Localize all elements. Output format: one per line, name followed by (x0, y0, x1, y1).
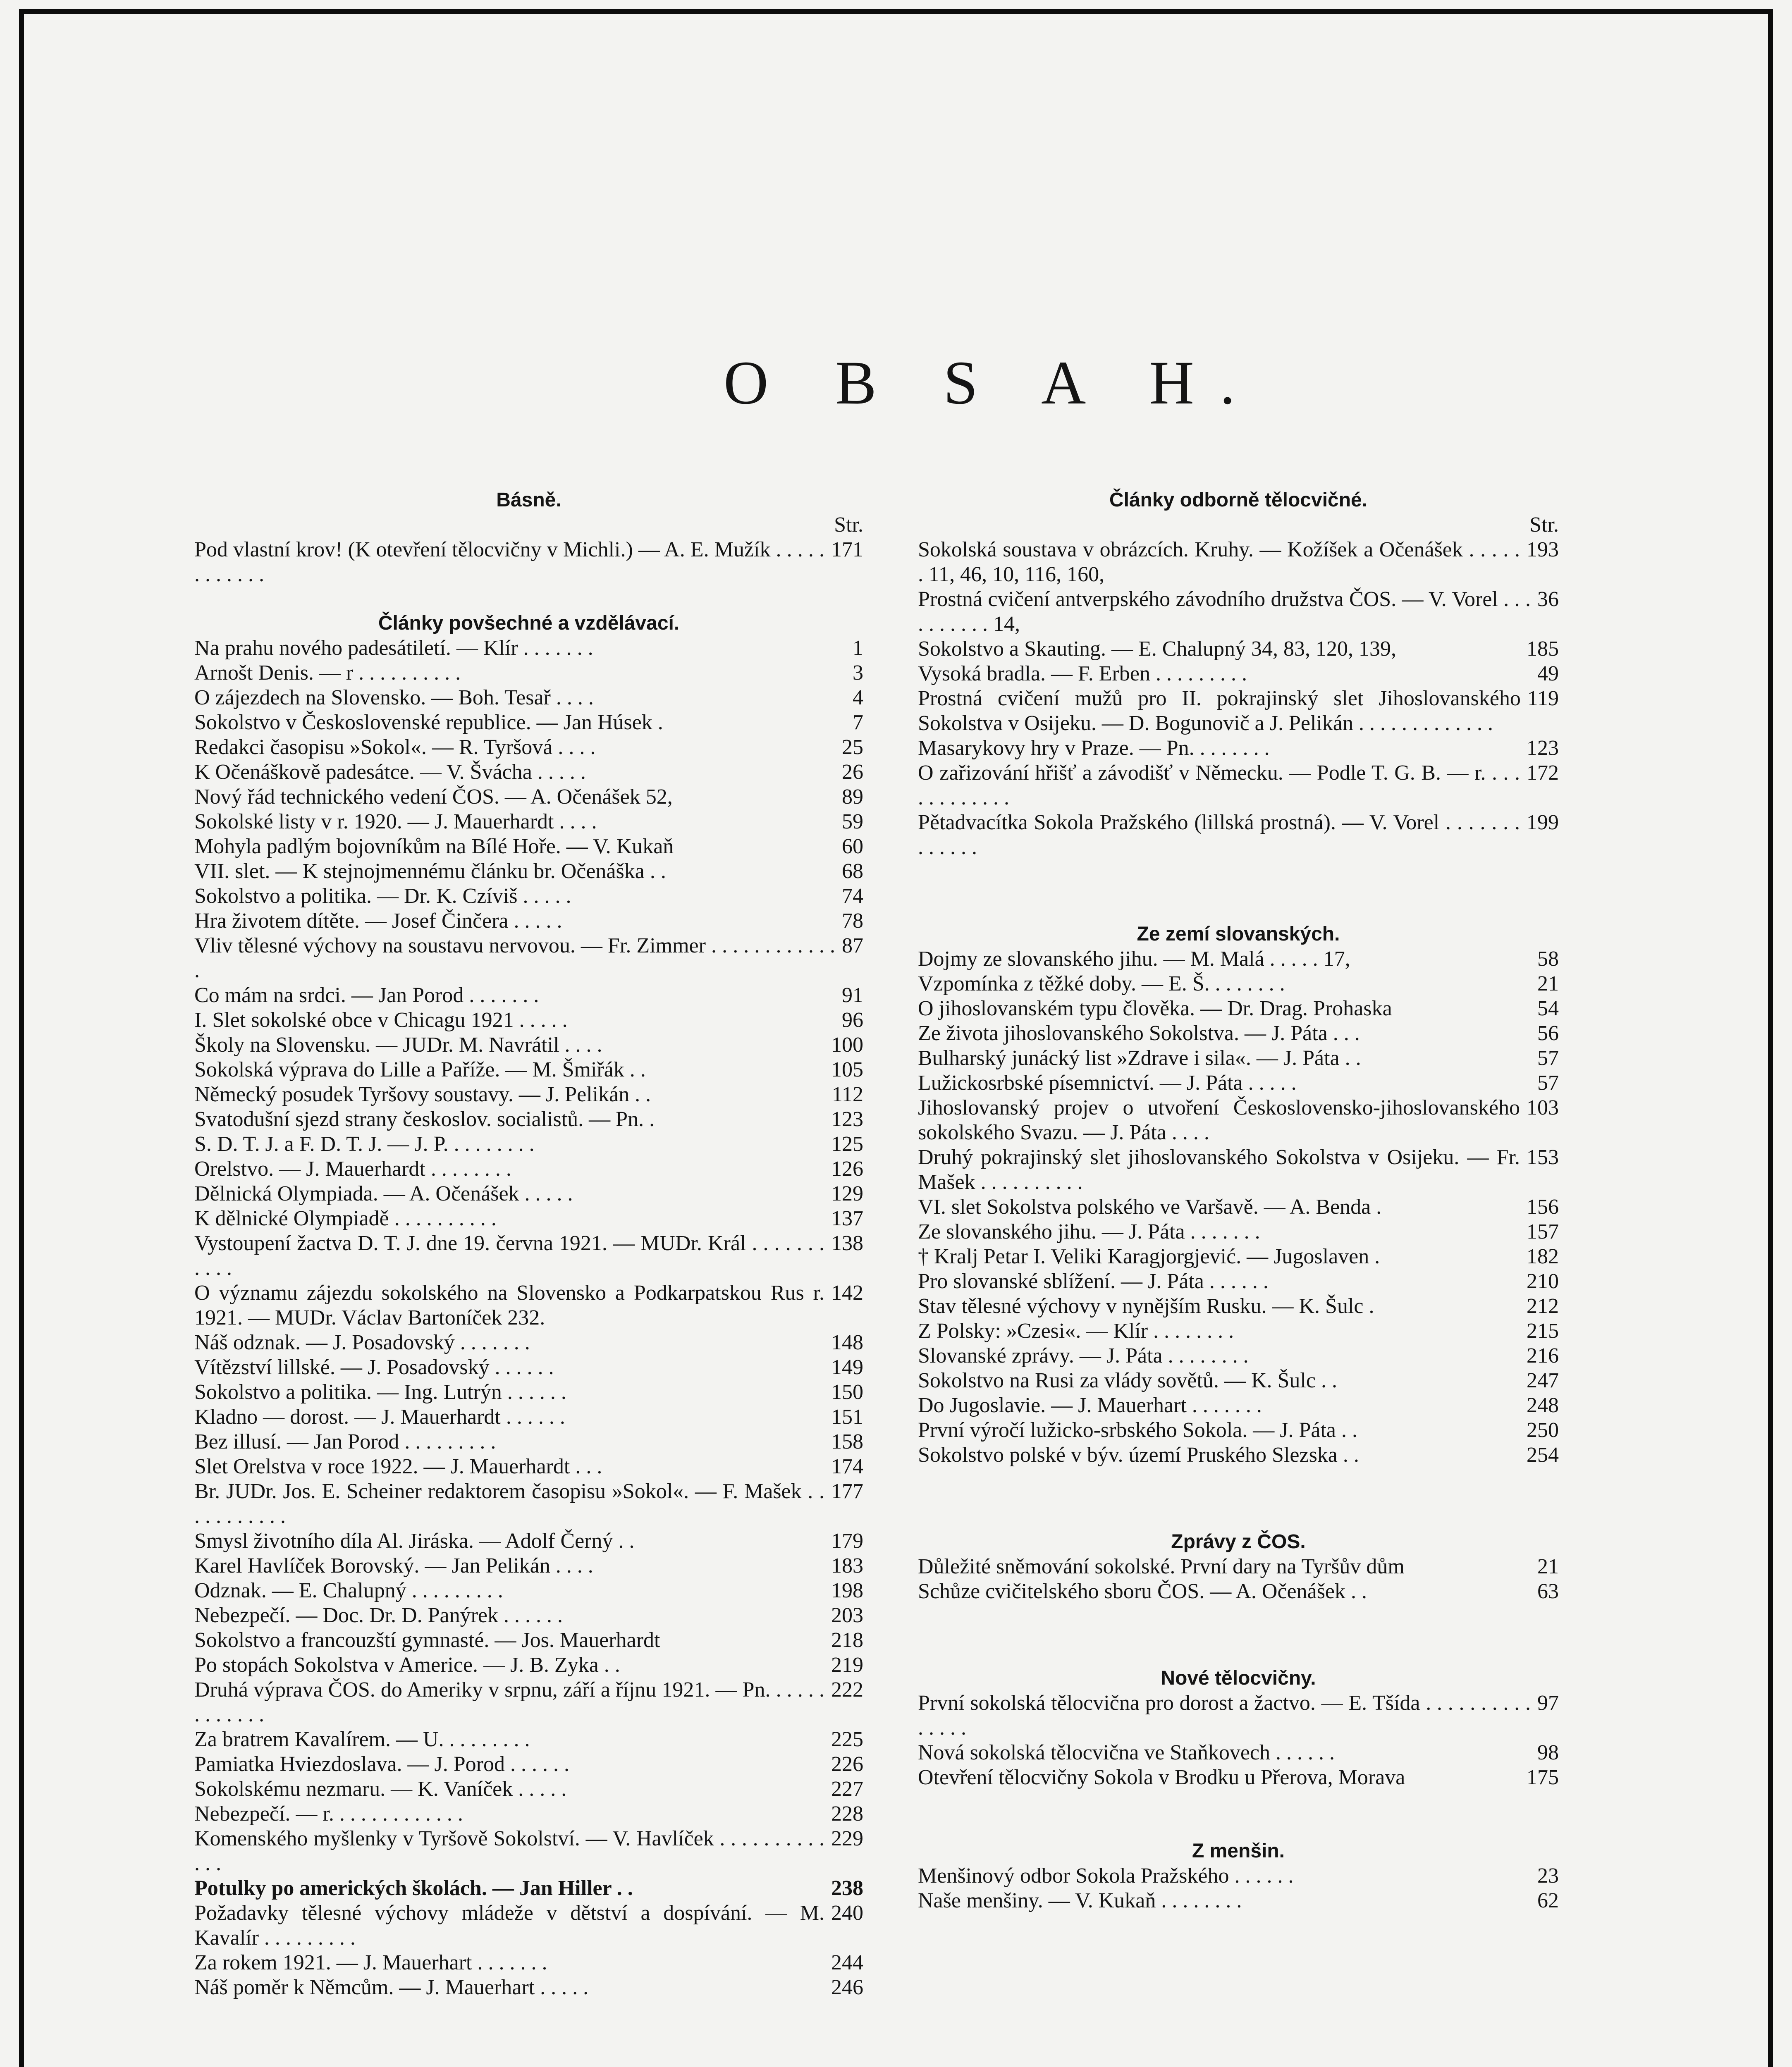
entry-page-number: 183 (831, 1554, 863, 1578)
entry-title: Sokolskému nezmaru. — K. Vaníček . . . . . (194, 1777, 567, 1801)
section-heading: Ze zemí slovanských. (1137, 923, 1340, 945)
entry-page-number: 54 (1537, 997, 1559, 1020)
entry-page-number: 172 (1527, 761, 1559, 785)
entry-page-number: 123 (1527, 736, 1559, 760)
entry-title: První výročí lužicko-srbského Sokola. — J. Páta . . (918, 1418, 1357, 1442)
entry-page-number: 138 (831, 1232, 863, 1255)
entry-title: Sokolská výprava do Lille a Paříže. — M. Šmiřák . . (194, 1058, 646, 1081)
entry-title: Naše menšiny. — V. Kukaň . . . . . . . . (918, 1889, 1242, 1912)
entry-page-number: 91 (842, 983, 863, 1007)
entry-title: Ze slovanského jihu. — J. Páta . . . . . . . (918, 1220, 1260, 1244)
toc-entry (918, 1888, 1559, 1913)
entry-title: Sokolská soustava v obrázcích. Kruhy. — Kožíšek a Očenášek . . . . . . 11, 46, 10, 116, 160, (918, 538, 1520, 586)
entry-page-number: 229 (831, 1827, 863, 1850)
section-heading: Články povšechné a vzdělávací. (378, 612, 680, 634)
entry-page-number: 240 (831, 1901, 863, 1925)
toc-entry (918, 587, 1559, 637)
toc-entry (194, 1777, 863, 1802)
entry-page-number: 219 (831, 1653, 863, 1677)
toc-entry (194, 1876, 863, 1901)
entry-page-number: 112 (831, 1083, 863, 1106)
entry-page-number: 246 (831, 1976, 863, 1999)
entry-title: Otevření tělocvičny Sokola v Brodku u Přerova, Morava (918, 1766, 1405, 1789)
entry-title: Pamiatka Hviezdoslava. — J. Porod . . . . . . (194, 1752, 569, 1776)
toc-entry (194, 760, 863, 785)
entry-title: O zařizování hřišť a závodišť v Německu. — Podle T. G. B. — r. . . . . . . . . . . . . (918, 761, 1520, 809)
section-heading: Z menšin. (1192, 1840, 1285, 1862)
toc-entry (194, 859, 863, 884)
section-heading: Zprávy z ČOS. (1171, 1531, 1306, 1553)
toc-entry (918, 810, 1559, 860)
entry-title: Bez illusí. — Jan Porod . . . . . . . . . (194, 1430, 496, 1454)
entry-title: Br. JUDr. Jos. E. Scheiner redaktorem časopisu »Sokol«. — F. Mašek . . . . . . . . . . . (194, 1480, 824, 1528)
entry-page-number: 182 (1527, 1245, 1559, 1268)
toc-entry (194, 909, 863, 933)
toc-entry (918, 1269, 1559, 1294)
entry-title: Sokolstvo na Rusi za vlády sovětů. — K. Šulc . . (918, 1369, 1337, 1392)
entry-title: Orelstvo. — J. Mauerhardt . . . . . . . . (194, 1157, 511, 1181)
toc-entry (194, 1826, 863, 1876)
toc-entry (194, 1802, 863, 1826)
entry-page-number: 103 (1527, 1096, 1559, 1119)
entry-page-number: 215 (1527, 1319, 1559, 1343)
entry-page-number: 185 (1527, 637, 1559, 661)
section-spacer (918, 1604, 1559, 1666)
entry-title: Nebezpečí. — r. . . . . . . . . . . . . (194, 1802, 463, 1826)
section-heading: Básně. (496, 489, 561, 511)
entry-page-number: 238 (831, 1876, 863, 1900)
toc-entry (918, 736, 1559, 761)
entry-page-number: 97 (1537, 1691, 1559, 1715)
entry-page-number: 123 (831, 1107, 863, 1131)
entry-title: Vystoupení žactva D. T. J. dne 19. června 1921. — MUDr. Král . . . . . . . . . . . (194, 1232, 824, 1280)
entry-title: Svatodušní sjezd strany českoslov. socialistů. — Pn. . (194, 1107, 655, 1131)
entry-title: Vysoká bradla. — F. Erben . . . . . . . . . (918, 662, 1247, 685)
entry-title: Slovanské zprávy. — J. Páta . . . . . . . . (918, 1344, 1249, 1368)
entry-page-number: 57 (1537, 1071, 1559, 1095)
entry-page-number: 126 (831, 1157, 863, 1181)
entry-page-number: 193 (1527, 538, 1559, 561)
toc-entry (194, 1405, 863, 1430)
toc-entry (918, 537, 1559, 587)
entry-title: Po stopách Sokolstva v Americe. — J. B. Zyka . . (194, 1653, 620, 1677)
entry-title: Menšinový odbor Sokola Pražského . . . . . . (918, 1864, 1294, 1888)
entry-page-number: 26 (842, 760, 863, 784)
entry-title: K Očenáškově padesátce. — V. Švácha . . . . . (194, 760, 586, 784)
entry-title: VII. slet. — K stejnojmennému článku br. Očenáška . . (194, 859, 666, 883)
toc-entry (918, 1554, 1559, 1579)
entry-title: Školy na Slovensku. — JUDr. M. Navrátil . . . . (194, 1033, 602, 1057)
toc-entry (918, 761, 1559, 810)
entry-page-number: 248 (1527, 1394, 1559, 1417)
toc-entry (918, 971, 1559, 996)
entry-page-number: 23 (1537, 1864, 1559, 1888)
entry-title: Pod vlastní krov! (K otevření tělocvičny v Michli.) — A. E. Mužík . . . . . . . . . . . . (194, 538, 824, 586)
section-spacer (918, 1790, 1559, 1839)
entry-page-number: 244 (831, 1951, 863, 1974)
entry-title: Mohyla padlým bojovníkům na Bílé Hoře. — V. Kukaň (194, 835, 674, 858)
entry-page-number: 177 (831, 1480, 863, 1503)
toc-entry (918, 1443, 1559, 1468)
toc-entry (194, 834, 863, 859)
toc-entry (918, 1579, 1559, 1604)
entry-page-number: 198 (831, 1579, 863, 1602)
entry-title: Vzpomínka z těžké doby. — E. Š. . . . . . . . (918, 972, 1285, 995)
toc-entry (194, 661, 863, 685)
entry-title: Pro slovanské sblížení. — J. Páta . . . . . . (918, 1270, 1269, 1293)
entry-title: Redakci časopisu »Sokol«. — R. Tyršová . . . . (194, 735, 596, 759)
entry-title: Dělnická Olympiada. — A. Očenášek . . . . . (194, 1182, 573, 1205)
entry-title: Německý posudek Tyršovy soustavy. — J. Pelikán . . (194, 1083, 651, 1106)
toc-entry (918, 1368, 1559, 1393)
entry-page-number: 89 (842, 785, 863, 809)
entry-title: Vítězství lillské. — J. Posadovský . . . . . . (194, 1356, 554, 1379)
entry-title: Ze života jihoslovanského Sokolstva. — J. Páta . . . (918, 1022, 1360, 1045)
entry-title: Dojmy ze slovanského jihu. — M. Malá . . . . . 17, (918, 947, 1350, 971)
page-title: O B S A H. (724, 348, 1261, 417)
toc-entry (918, 1021, 1559, 1046)
entry-page-number: 179 (831, 1529, 863, 1553)
toc-entry (194, 1628, 863, 1653)
entry-title: Jihoslovanský projev o utvoření Československo-jihoslovanského sokolského Svazu. — J. Páta . . . . (918, 1096, 1520, 1144)
entry-title: Masarykovy hry v Praze. — Pn. . . . . . . . (918, 736, 1270, 760)
entry-title: Schůze cvičitelského sboru ČOS. — A. Očenášek . . (918, 1580, 1367, 1603)
entry-title: Sokolstvo a Skauting. — E. Chalupný 34, 83, 120, 139, (918, 637, 1396, 661)
entry-title: Slet Orelstva v roce 1922. — J. Mauerhardt . . . (194, 1455, 602, 1478)
entry-page-number: 57 (1537, 1046, 1559, 1070)
entry-title: Potulky po amerických školách. — Jan Hiller . . (194, 1876, 633, 1900)
entry-title: Na prahu nového padesátiletí. — Klír . . . . . . . (194, 636, 593, 660)
entry-title: Do Jugoslavie. — J. Mauerhart . . . . . . . (918, 1394, 1262, 1417)
entry-title: Sokolské listy v r. 1920. — J. Mauerhardt . . . . (194, 810, 597, 833)
toc-entry (194, 735, 863, 760)
toc-entry (194, 1033, 863, 1057)
toc-entry (918, 1220, 1559, 1244)
toc-entry (194, 1181, 863, 1206)
toc-entry (194, 1479, 863, 1529)
entry-title: Druhá výprava ČOS. do Ameriky v srpnu, září a říjnu 1921. — Pn. . . . . . . . . . . . . (194, 1678, 824, 1726)
entry-page-number: 21 (1537, 972, 1559, 995)
entry-page-number: 87 (842, 934, 863, 957)
section-heading: Nové tělocvičny. (1161, 1667, 1316, 1689)
entry-title: Odznak. — E. Chalupný . . . . . . . . . (194, 1579, 503, 1602)
entry-title: Arnošt Denis. — r . . . . . . . . . . (194, 661, 461, 685)
entry-title: Důležité sněmování sokolské. První dary na Tyršův dům (918, 1555, 1405, 1578)
entry-title: Karel Havlíček Borovský. — Jan Pelikán . . . . (194, 1554, 593, 1578)
entry-page-number: 142 (831, 1281, 863, 1305)
toc-entry (194, 785, 863, 809)
entry-page-number: 58 (1537, 947, 1559, 971)
toc-entry (194, 1578, 863, 1603)
entry-title: Sokolstvo a politika. — Ing. Lutrýn . . . . . . (194, 1380, 566, 1404)
toc-entry (194, 1082, 863, 1107)
toc-entry (918, 1418, 1559, 1443)
toc-entry (194, 809, 863, 834)
toc-entry (194, 1281, 863, 1330)
entry-title: Nebezpečí. — Doc. Dr. D. Panýrek . . . . . . (194, 1604, 563, 1627)
entry-page-number: 218 (831, 1628, 863, 1652)
entry-page-number: 96 (842, 1008, 863, 1032)
entry-page-number: 59 (842, 810, 863, 833)
section-spacer (194, 587, 863, 611)
entry-page-number: 148 (831, 1331, 863, 1354)
entry-page-number: 150 (831, 1380, 863, 1404)
entry-page-number: 49 (1537, 662, 1559, 685)
entry-title: Sokolstvo polské v býv. území Pruského Slezska . . (918, 1443, 1359, 1467)
entry-page-number: 63 (1537, 1580, 1559, 1603)
entry-page-number: 7 (853, 711, 863, 734)
toc-entry (194, 1380, 863, 1405)
entry-page-number: 171 (831, 538, 863, 561)
entry-page-number: 225 (831, 1728, 863, 1751)
toc-entry (194, 1157, 863, 1181)
entry-title: První sokolská tělocvična pro dorost a žactvo. — E. Tšída . . . . . . . . . . . . . . . (918, 1691, 1531, 1740)
toc-entry (918, 1740, 1559, 1765)
toc-entry (194, 1678, 863, 1727)
entry-title: † Kralj Petar I. Veliki Karagjorgjević. — Jugoslaven . (918, 1245, 1380, 1268)
toc-entry (918, 1195, 1559, 1220)
toc-entry (918, 1145, 1559, 1195)
entry-title: Požadavky tělesné výchovy mládeže v dětství a dospívání. — M. Kavalír . . . . . . . . . (194, 1901, 824, 1950)
entry-page-number: 100 (831, 1033, 863, 1057)
toc-entry (194, 1529, 863, 1554)
toc-entry (918, 1864, 1559, 1888)
toc-entry (194, 1430, 863, 1454)
entry-page-number: 98 (1537, 1741, 1559, 1764)
entry-page-number: 203 (831, 1604, 863, 1627)
entry-title: VI. slet Sokolstva polského ve Varšavě. — A. Benda . (918, 1195, 1382, 1219)
entry-page-number: 137 (831, 1207, 863, 1230)
page-column-label: Str. (1529, 513, 1559, 537)
entry-page-number: 216 (1527, 1344, 1559, 1368)
toc-entry (194, 983, 863, 1008)
toc-entry (194, 537, 863, 587)
section-spacer (918, 1468, 1559, 1530)
entry-page-number: 222 (831, 1678, 863, 1702)
toc-entry (194, 1008, 863, 1033)
entry-title: O jihoslovanském typu člověka. — Dr. Drag. Prohaska (918, 997, 1392, 1020)
toc-entry (918, 686, 1559, 736)
toc-entry (918, 661, 1559, 686)
entry-title: Prostná cvičení mužů pro II. pokrajinský slet Jihoslovanského Sokolstva v Osijeku. — D. Bogunovič a J. Pelikán . . . . . . . . . . . . . (918, 687, 1521, 735)
section-heading: Články odborně tělocvičné. (1109, 489, 1368, 511)
entry-page-number: 68 (842, 859, 863, 883)
toc-entry (194, 636, 863, 661)
entry-page-number: 129 (831, 1182, 863, 1205)
entry-title: Sokolstvo a francouzští gymnasté. — Jos. Mauerhardt (194, 1628, 660, 1652)
entry-page-number: 247 (1527, 1369, 1559, 1392)
entry-page-number: 212 (1527, 1294, 1559, 1318)
entry-title: Kladno — dorost. — J. Mauerhardt . . . . . . (194, 1405, 565, 1429)
entry-title: Hra životem dítěte. — Josef Činčera . . . . . (194, 909, 562, 933)
toc-entry (194, 1603, 863, 1628)
toc-entry (918, 1244, 1559, 1269)
toc-entry (194, 1950, 863, 1975)
entry-title: Co mám na srdci. — Jan Porod . . . . . . . (194, 983, 539, 1007)
entry-page-number: 250 (1527, 1418, 1559, 1442)
toc-entry (194, 1231, 863, 1281)
toc-entry (194, 1901, 863, 1950)
entry-page-number: 199 (1527, 811, 1559, 834)
entry-title: Za bratrem Kavalírem. — U. . . . . . . . . (194, 1728, 530, 1751)
entry-title: O zájezdech na Slovensko. — Boh. Tesař . . . . (194, 686, 594, 709)
toc-entry (194, 1653, 863, 1678)
entry-title: Lužickosrbské písemnictví. — J. Páta . . . . . (918, 1071, 1297, 1095)
toc-entry (194, 1727, 863, 1752)
entry-page-number: 60 (842, 835, 863, 858)
entry-page-number: 153 (1527, 1146, 1559, 1169)
entry-title: Bulharský junácký list »Zdrave i sila«. — J. Páta . . (918, 1046, 1361, 1070)
toc-entry (918, 1691, 1559, 1740)
toc-entry (194, 685, 863, 710)
toc-entry (918, 996, 1559, 1021)
right-column (918, 488, 1559, 1913)
entry-page-number: 157 (1527, 1220, 1559, 1244)
entry-page-number: 210 (1527, 1270, 1559, 1293)
left-column (194, 488, 863, 2000)
entry-title: Sokolstvo v Československé republice. — Jan Húsek . (194, 711, 663, 734)
toc-entry (194, 1330, 863, 1355)
entry-page-number: 174 (831, 1455, 863, 1478)
entry-title: Komenského myšlenky v Tyršově Sokolství. — V. Havlíček . . . . . . . . . . . . . (194, 1827, 824, 1875)
entry-title: Sokolstvo a politika. — Dr. K. Czíviš . . . . . (194, 884, 571, 908)
entry-page-number: 62 (1537, 1889, 1559, 1912)
toc-entry (194, 1975, 863, 2000)
entry-title: S. D. T. J. a F. D. T. J. — J. P. . . . . . . . . (194, 1132, 535, 1156)
toc-entry (194, 1057, 863, 1082)
toc-entry (194, 1206, 863, 1231)
toc-entry (194, 1355, 863, 1380)
entry-page-number: 228 (831, 1802, 863, 1826)
toc-entry (918, 1319, 1559, 1344)
toc-entry (918, 1393, 1559, 1418)
entry-page-number: 175 (1527, 1766, 1559, 1789)
page-column-label: Str. (834, 513, 863, 537)
toc-entry (194, 1132, 863, 1157)
entry-title: Stav tělesné výchovy v nynějším Rusku. — K. Šulc . (918, 1294, 1374, 1318)
toc-entry (194, 710, 863, 735)
entry-title: Vliv tělesné výchovy na soustavu nervovou. — Fr. Zimmer . . . . . . . . . . . . . (194, 934, 835, 982)
toc-entry (918, 1046, 1559, 1071)
entry-title: Náš odznak. — J. Posadovský . . . . . . . (194, 1331, 530, 1354)
toc-entry (918, 1294, 1559, 1319)
entry-title: Druhý pokrajinský slet jihoslovanského Sokolstva v Osijeku. — Fr. Mašek . . . . . . . . . . (918, 1146, 1520, 1194)
entry-title: Prostná cvičení antverpského závodního družstva ČOS. — V. Vorel . . . . . . . . . . 14, (918, 587, 1531, 636)
toc-entry (194, 884, 863, 909)
entry-page-number: 78 (842, 909, 863, 933)
toc-entry (918, 947, 1559, 971)
entry-page-number: 74 (842, 884, 863, 908)
toc-entry (918, 1344, 1559, 1368)
entry-page-number: 119 (1527, 687, 1559, 710)
entry-title: I. Slet sokolské obce v Chicagu 1921 . . . . . (194, 1008, 568, 1032)
entry-title: K dělnické Olympiadě . . . . . . . . . . (194, 1207, 497, 1230)
entry-page-number: 105 (831, 1058, 863, 1081)
entry-page-number: 149 (831, 1356, 863, 1379)
entry-page-number: 56 (1537, 1022, 1559, 1045)
entry-title: Za rokem 1921. — J. Mauerhart . . . . . . . (194, 1951, 547, 1974)
entry-page-number: 151 (831, 1405, 863, 1429)
toc-entry (918, 637, 1559, 661)
section-spacer (918, 860, 1559, 922)
entry-title: Nový řád technického vedení ČOS. — A. Očenášek 52, (194, 785, 673, 809)
toc-entry (194, 933, 863, 983)
toc-entry (194, 1454, 863, 1479)
entry-title: Náš poměr k Němcům. — J. Mauerhart . . . . . (194, 1976, 589, 1999)
entry-page-number: 254 (1527, 1443, 1559, 1467)
entry-title: Smysl životního díla Al. Jiráska. — Adolf Černý . . (194, 1529, 635, 1553)
toc-entry (918, 1765, 1559, 1790)
entry-title: O významu zájezdu sokolského na Slovensko a Podkarpatskou Rus r. 1921. — MUDr. Václav Bartoníček 232. (194, 1281, 824, 1329)
entry-title: Z Polsky: »Czesi«. — Klír . . . . . . . . (918, 1319, 1234, 1343)
entry-title: Nová sokolská tělocvična ve Staňkovech . . . . . . (918, 1741, 1335, 1764)
entry-page-number: 4 (853, 686, 863, 709)
entry-page-number: 158 (831, 1430, 863, 1454)
entry-page-number: 227 (831, 1777, 863, 1801)
entry-page-number: 156 (1527, 1195, 1559, 1219)
toc-entry (194, 1107, 863, 1132)
toc-entry (194, 1752, 863, 1777)
entry-page-number: 3 (853, 661, 863, 685)
entry-page-number: 21 (1537, 1555, 1559, 1578)
entry-page-number: 36 (1537, 587, 1559, 611)
entry-page-number: 125 (831, 1132, 863, 1156)
entry-title: Pětadvacítka Sokola Pražského (lillská prostná). — V. Vorel . . . . . . . . . . . . . (918, 811, 1520, 859)
toc-entry (918, 1071, 1559, 1096)
entry-page-number: 226 (831, 1752, 863, 1776)
entry-page-number: 1 (853, 636, 863, 660)
entry-page-number: 25 (842, 735, 863, 759)
toc-entry (918, 1096, 1559, 1145)
toc-entry (194, 1554, 863, 1578)
